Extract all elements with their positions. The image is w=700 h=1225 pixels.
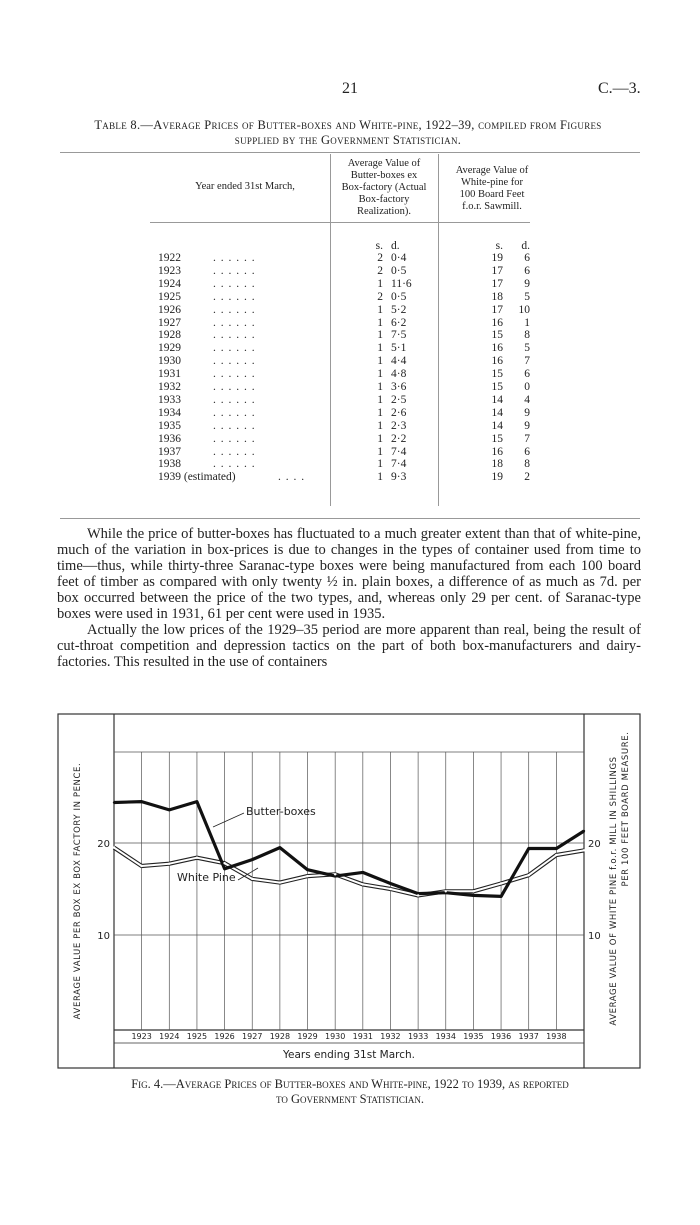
butter-boxes-point-1923 [140,800,142,802]
row-year: 1931 [158,368,181,381]
butter-shillings: 1 [377,316,383,329]
butter-pence: 0·5 [391,264,407,277]
white-pine-point-1933 [417,894,419,896]
butter-pence: 2·2 [391,432,407,445]
white-pine-point-1925 [196,857,198,859]
butter-shillings: 2 [377,252,383,264]
x-tick-label-1923: 1923 [131,1032,152,1041]
x-tick-label-1938: 1938 [546,1032,567,1041]
butter-pence: 2·6 [391,406,407,419]
row-year: 1934 [158,406,181,419]
y-right-tick-20: 20 [588,839,601,850]
butter-shillings: 1 [377,355,383,368]
white-pine-point-1927 [251,878,253,880]
figure-caption-line2: to Government Statistician. [276,1092,424,1106]
butter-pence: 5·2 [391,303,407,316]
row-leader-dots: . . . . . . [213,342,256,355]
white-pine-point-1924 [168,863,170,865]
row-leader-dots: . . . . . . [213,419,256,432]
pine-pence: 7 [524,355,530,368]
pine-pence: 9 [524,277,530,290]
butter-shillings: 1 [377,329,383,342]
pine-shillings: 16 [491,355,503,368]
butter-shillings: 1 [377,471,383,484]
x-tick-label-1935: 1935 [463,1032,484,1041]
white-pine-point-1935 [472,890,474,892]
x-tick-label-1934: 1934 [435,1032,456,1041]
units-row: s. d. s. d. [375,240,530,252]
pine-pence: 1 [524,316,530,329]
pine-shillings: 18 [491,290,503,303]
butter-pence: 9·3 [391,471,407,484]
pine-shillings: 17 [491,303,503,316]
pine-shillings: 17 [491,277,503,290]
butter-pence: 0·4 [391,252,407,264]
pine-shillings: 17 [491,264,503,277]
butter-pence: 3·6 [391,381,407,393]
table-caption-line2: supplied by the Government Statistician. [234,133,462,147]
butter-pence: 7·4 [391,445,407,458]
pine-shillings: 16 [491,445,503,458]
butter-shillings: 1 [377,277,383,290]
pine-pence: 6 [524,445,530,458]
table-caption-line1: Table 8.—Average Prices of Butter-boxes and White-pine, 1922–39, compiled from Figures [94,118,602,132]
paragraph-2: Actually the low prices of the 1929–35 period are more apparent than real, being the result of cut-throat competition and depression tactics on the part of both box-manufacturers and dairy-factories. This resulted in the use of containers [57,622,641,670]
y-left-tick-20: 20 [97,839,110,850]
row-year: 1925 [158,290,181,303]
row-year: 1937 [158,445,181,458]
x-tick-label-1928: 1928 [269,1032,291,1041]
butter-pence: 6·2 [391,316,407,329]
y-axis-title-right-line1: AVERAGE VALUE OF WHITE PINE f.o.r. MILL IN SHILLINGS [609,756,619,1026]
pine-shillings: 14 [491,419,503,432]
col-heading-butter: Average Value of Butter-boxes ex Box-factory (Actual Box-factory Realization). [341,158,427,217]
butter-boxes-point-1929 [306,868,308,870]
col-heading-year: Year ended 31st March, [195,181,295,192]
white-pine-annotation: White Pine [177,871,236,884]
butter-boxes-point-1936 [500,895,502,897]
pine-pence: 8 [524,458,530,471]
row-leader-dots: . . . . . . [213,393,256,406]
y-right-tick-10: 10 [588,931,601,942]
row-leader-dots: . . . . . . [213,290,256,303]
row-leader-dots: . . . . . . [213,458,256,471]
row-year: 1922 [158,252,181,264]
butter-shillings: 1 [377,381,383,393]
white-pine-point-1936 [500,882,502,884]
pine-shillings: 16 [491,342,503,355]
document-reference: C.—3. [598,80,641,97]
row-leader-dots: . . . . . . [213,381,256,393]
pine-pence: 2 [524,471,530,484]
x-tick-label-1933: 1933 [407,1032,429,1041]
white-pine-point-1930 [334,873,336,875]
pine-pence: 10 [518,303,530,316]
butter-boxes-leader [213,813,244,827]
butter-pence: 0·5 [391,290,407,303]
butter-shillings: 1 [377,419,383,432]
row-year: 1939 (estimated) [158,471,236,484]
row-leader-dots: . . . . . . [213,264,256,277]
paragraph-1: While the price of butter-boxes has fluctuated to a much greater extent than that of white-pine, much of the variation in box-prices is due to changes in the types of container used from time to time—thus, while thirty-three Saranac-type boxes were being manufactured from each 100 board feet of timber as compared with only twenty ½ in. plain boxes, a difference of as much as 7d. per box occurred between the price of the two types, and, whereas only 29 per cent. of Saranac-type boxes were used in 1931, 61 per cent were used in 1935. [57,526,641,622]
butter-shillings: 1 [377,303,383,316]
butter-shillings: 1 [377,445,383,458]
white-pine-point-1922 [113,846,115,848]
butter-boxes-point-1937 [528,847,530,849]
pine-pence: 7 [524,432,530,445]
butter-boxes-point-1924 [168,809,170,811]
x-tick-label-1926: 1926 [214,1032,235,1041]
row-leader-dots: . . . . . . [213,316,256,329]
x-tick-label-1937: 1937 [518,1032,539,1041]
butter-shillings: 2 [377,264,383,277]
pine-pence: 9 [524,419,530,432]
x-axis-title: Years ending 31st March. [282,1049,416,1061]
row-year: 1938 [158,458,181,471]
row-year: 1923 [158,264,181,277]
row-year: 1936 [158,432,181,445]
pine-pence: 9 [524,406,530,419]
row-leader-dots: . . . . . . [213,432,256,445]
butter-pence: 5·1 [391,342,407,355]
white-pine-point-1938 [555,854,557,856]
butter-shillings: 1 [377,368,383,381]
x-tick-label-1929: 1929 [297,1032,318,1041]
x-tick-label-1932: 1932 [380,1032,401,1041]
row-year: 1930 [158,355,181,368]
butter-boxes-point-1939 [583,830,585,832]
pine-shillings: 15 [491,381,503,393]
x-tick-label-1927: 1927 [242,1032,263,1041]
pine-pence: 0 [524,381,530,393]
pine-pence: 6 [524,252,530,264]
butter-shillings: 1 [377,393,383,406]
x-tick-label-1931: 1931 [352,1032,374,1041]
row-year: 1926 [158,303,181,316]
butter-boxes-point-1926 [223,868,225,870]
white-pine-point-1937 [528,874,530,876]
white-pine-point-1939 [583,849,585,851]
row-leader-dots: . . . . . . [213,277,256,290]
white-pine-point-1931 [362,883,364,885]
butter-boxes-point-1935 [472,894,474,896]
pine-pence: 6 [524,264,530,277]
figure-frame [58,714,640,1068]
pine-shillings: 15 [491,432,503,445]
y-axis-title-left: AVERAGE VALUE PER BOX EX BOX FACTORY IN PENCE. [73,762,83,1020]
pine-pence: 4 [524,393,530,406]
white-pine-point-1932 [389,888,391,890]
x-tick-label-1930: 1930 [324,1032,346,1041]
butter-boxes-point-1927 [251,858,253,860]
row-leader-dots: . . . . . . [213,252,256,264]
row-leader-dots: . . . . . . [213,303,256,316]
row-leader-dots: . . . . . . [213,445,256,458]
y-left-tick-10: 10 [97,931,110,942]
x-tick-label-1936: 1936 [490,1032,512,1041]
figure-caption-line1: Fig. 4.—Average Prices of Butter-boxes and White-pine, 1922 to 1939, as reported [131,1077,569,1091]
white-pine-point-1934 [445,890,447,892]
y-axis-title-right-line2: PER 100 FEET BOARD MEASURE. [621,731,631,887]
row-leader-dots: . . . . [278,471,306,484]
pine-pence: 5 [524,290,530,303]
pine-shillings: 14 [491,406,503,419]
white-pine-point-1926 [223,862,225,864]
butter-boxes-point-1931 [362,871,364,873]
butter-boxes-point-1928 [279,846,281,848]
butter-boxes-point-1932 [389,882,391,884]
row-year: 1933 [158,393,181,406]
butter-shillings: 1 [377,406,383,419]
pine-shillings: 19 [491,252,503,264]
butter-boxes-annotation: Butter-boxes [246,805,316,818]
butter-shillings: 1 [377,342,383,355]
white-pine-point-1928 [279,881,281,883]
butter-shillings: 1 [377,432,383,445]
pine-shillings: 18 [491,458,503,471]
row-year: 1927 [158,316,181,329]
x-tick-label-1924: 1924 [159,1032,180,1041]
butter-boxes-point-1922 [113,801,115,803]
butter-boxes-point-1925 [196,800,198,802]
page-number: 21 [342,80,358,97]
butter-pence: 4·4 [391,355,407,368]
pine-pence: 6 [524,368,530,381]
col-heading-pine: Average Value of White-pine for 100 Board Feet f.o.r. Sawmill. [455,165,529,212]
butter-pence: 7·5 [391,329,407,342]
butter-pence: 2·5 [391,393,407,406]
pine-pence: 8 [524,329,530,342]
row-leader-dots: . . . . . . [213,329,256,342]
row-year: 1924 [158,277,181,290]
pine-shillings: 19 [491,471,503,484]
butter-shillings: 1 [377,458,383,471]
butter-shillings: 2 [377,290,383,303]
pine-pence: 5 [524,342,530,355]
butter-pence: 11·6 [391,277,412,290]
pine-shillings: 16 [491,316,503,329]
white-pine-point-1923 [140,865,142,867]
butter-boxes-point-1938 [555,847,557,849]
butter-pence: 2·3 [391,419,407,432]
row-year: 1932 [158,381,181,393]
row-leader-dots: . . . . . . [213,355,256,368]
butter-pence: 7·4 [391,458,407,471]
row-year: 1928 [158,329,181,342]
white-pine-point-1929 [306,875,308,877]
pine-shillings: 15 [491,368,503,381]
row-leader-dots: . . . . . . [213,368,256,381]
butter-pence: 4·8 [391,368,407,381]
x-tick-label-1925: 1925 [186,1032,208,1041]
row-leader-dots: . . . . . . [213,406,256,419]
row-year: 1929 [158,342,181,355]
row-year: 1935 [158,419,181,432]
pine-shillings: 14 [491,393,503,406]
pine-shillings: 15 [491,329,503,342]
